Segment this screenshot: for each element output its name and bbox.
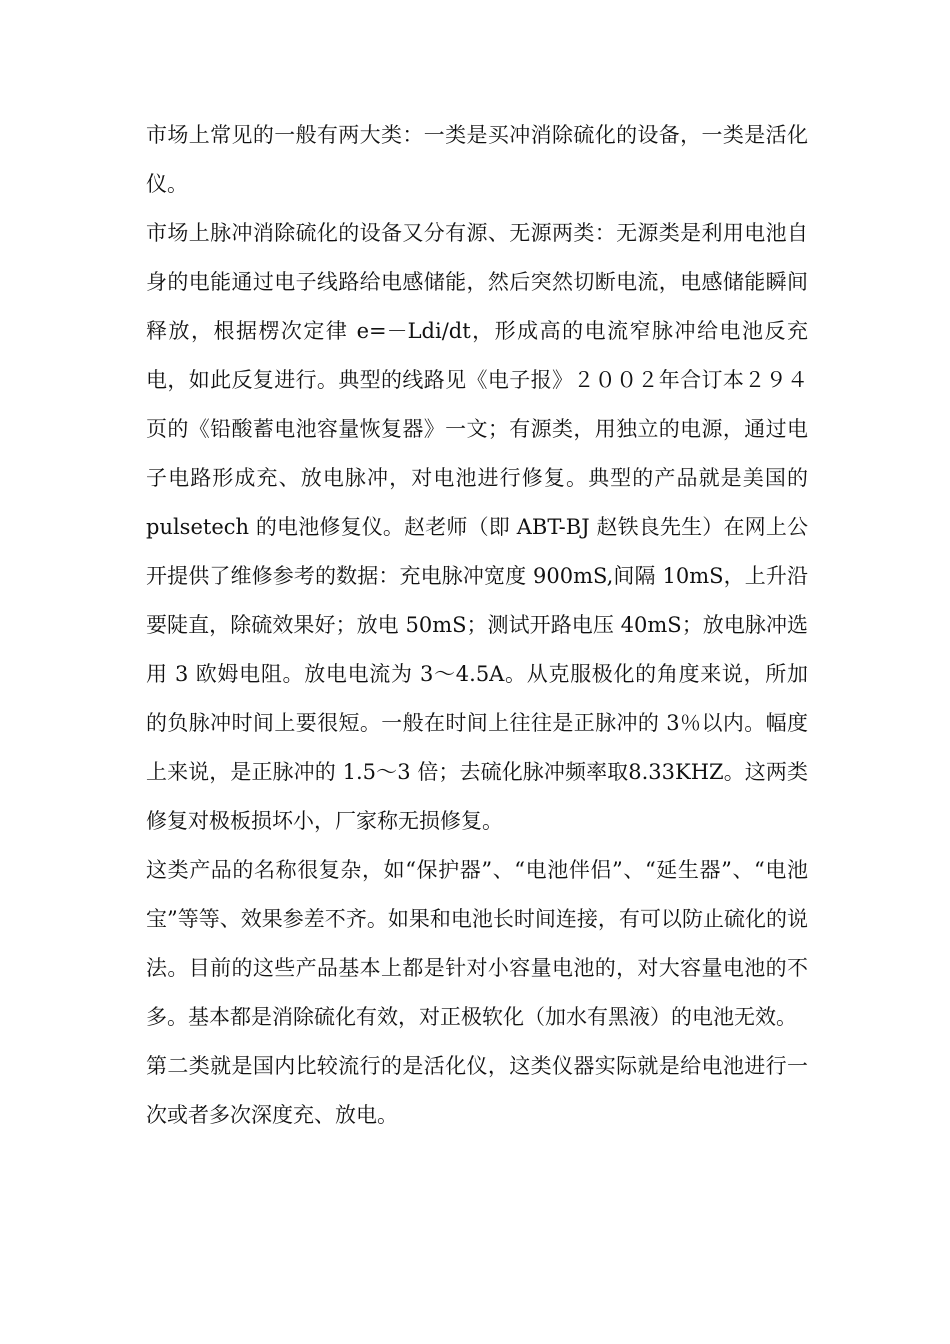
paragraph-1: 市场上常见的一般有两大类：一类是买冲消除硫化的设备，一类是活化仪。: [146, 123, 808, 196]
paragraph-2: 市场上脉冲消除硫化的设备又分有源、无源两类：无源类是利用电池自身的电能通过电子线路给电感储能，然后突然切断电流，电感储能瞬间释放，根据楞次定律 e=－Ldi/dt，形成高的电流窄脉冲给电池反充电，如此反复进行。典型的线路见《电子报》２００２年合订本２９４页的《铅酸蓄电池容量恢复器》一文；有源类，用独立的电源，通过电子电路形成充、放电脉冲，对电池进行修复。典型的产品就是美国的 pulsetech 的电池修复仪。赵老师（即 ABT-BJ 赵铁良先生）在网上公开提供了维修参考的数据：充电脉冲宽度 900mS,间隔 10mS，上升沿要陡直，除硫效果好；放电 50mS；测试开路电压 40mS；放电脉冲选用 3 欧姆电阻。放电电流为 3～4.5A。从克服极化的角度来说，所加的负脉冲时间上要很短。一般在时间上往往是正脉冲的 3％以内。幅度上来说，是正脉冲的 1.5～3 倍；去硫化脉冲频率取8.33KHZ。这两类修复对极板损坏小，厂家称无损修复。: [146, 221, 808, 833]
paragraph-4: 第二类就是国内比较流行的是活化仪，这类仪器实际就是给电池进行一次或者多次深度充、放电。: [146, 1054, 808, 1127]
document-body: [146, 111, 808, 1140]
paragraph-3: 这类产品的名称很复杂，如“保护器”、“电池伴侣”、“延生器”、“电池宝”等等、效果参差不齐。如果和电池长时间连接，有可以防止硫化的说法。目前的这些产品基本上都是针对小容量电池的，对大容量电池的不多。基本都是消除硫化有效，对正极软化（加水有黑液）的电池无效。: [146, 858, 808, 1029]
